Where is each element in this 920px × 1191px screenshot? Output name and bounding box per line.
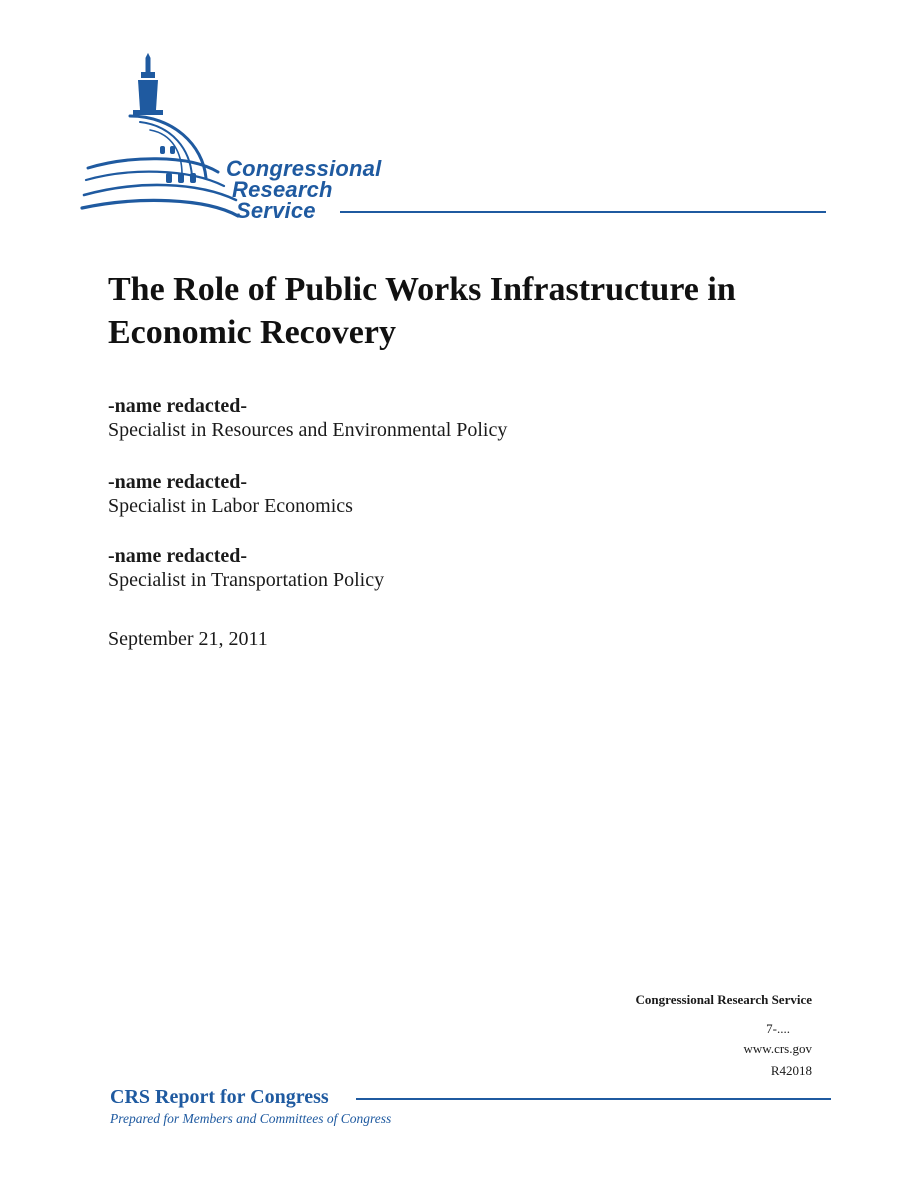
header-rule <box>340 211 826 213</box>
logo-text-service: Service <box>236 198 316 223</box>
author-block <box>108 470 353 518</box>
author-name: -name redacted- <box>108 471 248 493</box>
logo-text-congressional: Congressional <box>226 156 382 181</box>
author-role: Specialist in Resources and Environmental Policy <box>108 419 508 441</box>
crs-logo-dome-icon <box>78 50 368 230</box>
author-block <box>108 544 384 592</box>
footer-rule <box>356 1098 831 1100</box>
report-number: R42018 <box>770 1063 812 1078</box>
report-title: The Role of Public Works Infrastructure in Economic Recovery <box>108 271 736 351</box>
footer-title: CRS Report for Congress <box>110 1086 329 1108</box>
organization-name: Congressional Research Service <box>635 992 812 1007</box>
author-name: -name redacted- <box>108 545 248 567</box>
footer-subtitle: Prepared for Members and Committees of Congress <box>110 1111 392 1126</box>
author-name: -name redacted- <box>108 395 248 417</box>
logo-text-research: Research <box>232 177 333 202</box>
report-date: September 21, 2011 <box>108 628 268 650</box>
phone-number: 7-.... <box>766 1021 790 1036</box>
author-role: Specialist in Transportation Policy <box>108 569 385 591</box>
website-link[interactable]: www.crs.gov <box>743 1041 812 1056</box>
author-block <box>108 394 507 442</box>
author-role: Specialist in Labor Economics <box>108 495 353 517</box>
